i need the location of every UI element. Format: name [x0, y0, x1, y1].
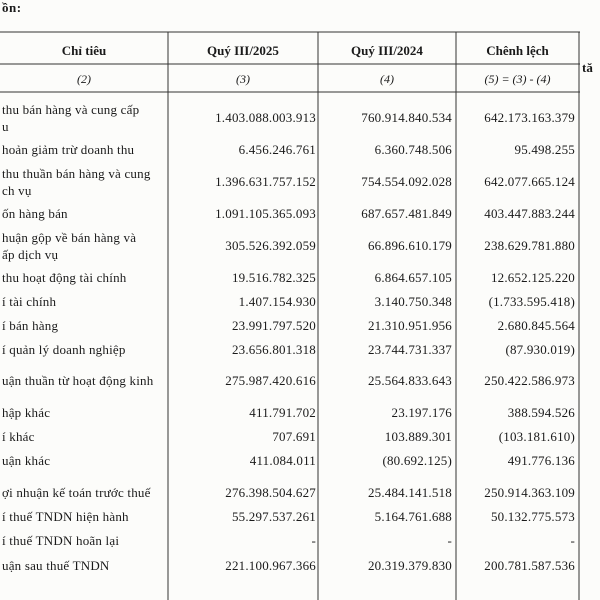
row-label: thu bán hàng và cung cấp u: [2, 102, 140, 134]
value-q3-2024: 6.360.748.506: [374, 142, 452, 157]
value-q3-2025: 23.991.797.520: [231, 318, 316, 333]
value-q3-2025: 6.456.246.761: [238, 142, 316, 157]
value-diff: 200.781.587.536: [484, 558, 575, 573]
row-label: huận gộp về bán hàng và ấp dịch vụ: [2, 230, 137, 262]
value-diff: (87.930.019): [505, 342, 575, 357]
row-label: hoản giảm trừ doanh thu: [2, 142, 135, 157]
value-q3-2024: 25.564.833.643: [367, 373, 452, 388]
value-diff: 491.776.136: [507, 453, 575, 468]
value-diff: (103.181.610): [498, 429, 575, 444]
subheader-col3: (3): [236, 72, 250, 86]
header-chenh-lech: Chênh lệch: [486, 43, 549, 58]
value-diff: 642.077.665.124: [484, 174, 575, 189]
value-diff: 403.447.883.244: [484, 206, 575, 221]
row-label: í thuế TNDN hiện hành: [2, 509, 129, 524]
value-diff: 238.629.781.880: [484, 238, 575, 253]
value-q3-2024: 103.889.301: [384, 429, 452, 444]
value-q3-2024: 20.319.379.830: [367, 558, 452, 573]
value-q3-2024: 5.164.761.688: [374, 509, 452, 524]
row-label: í bán hàng: [2, 318, 59, 333]
table-row: [0, 549, 580, 583]
row-label: í khác: [2, 429, 35, 444]
value-diff: 388.594.526: [507, 405, 575, 420]
value-q3-2025: 275.987.420.616: [225, 373, 316, 388]
value-q3-2025: 1.403.088.003.913: [215, 110, 316, 125]
value-q3-2024: 754.554.092.028: [361, 174, 452, 189]
value-q3-2024: 66.896.610.179: [367, 238, 452, 253]
row-label: í quản lý doanh nghiệp: [2, 342, 126, 357]
row-label: ợi nhuận kế toán trước thuế: [2, 485, 151, 500]
header-chi-tieu: Chỉ tiêu: [61, 43, 107, 58]
value-q3-2024: (80.692.125): [382, 453, 452, 468]
value-q3-2024: -: [447, 533, 452, 548]
subheader-col4: (4): [380, 72, 394, 86]
value-q3-2025: 1.091.105.365.093: [215, 206, 316, 221]
table-row: [0, 133, 580, 167]
row-label: hập khác: [2, 405, 51, 420]
value-q3-2024: 25.484.141.518: [367, 485, 452, 500]
side-column-fragment: tă: [582, 60, 593, 75]
row-label: uận thuần từ hoạt động kinh: [2, 373, 154, 388]
subheader-col5: (5) = (3) - (4): [484, 72, 551, 86]
value-q3-2025: 221.100.967.366: [225, 558, 316, 573]
value-q3-2025: 276.398.504.627: [225, 485, 316, 500]
row-label: uận sau thuế TNDN: [2, 558, 110, 573]
value-q3-2025: 305.526.392.059: [225, 238, 316, 253]
value-diff: -: [570, 533, 575, 548]
row-label: thu hoạt động tài chính: [2, 270, 127, 285]
value-q3-2024: 6.864.657.105: [374, 270, 452, 285]
value-q3-2025: 1.407.154.930: [238, 294, 316, 309]
row-label: ốn hàng bán: [2, 206, 68, 221]
table-row: [0, 333, 580, 367]
value-q3-2025: 1.396.631.757.152: [215, 174, 316, 189]
value-diff: (1.733.595.418): [488, 294, 575, 309]
table-row: [0, 197, 580, 231]
value-diff: 2.680.845.564: [497, 318, 575, 333]
value-diff: 95.498.255: [514, 142, 575, 157]
table-row: [0, 364, 580, 398]
value-q3-2025: 19.516.782.325: [231, 270, 316, 285]
value-diff: 250.422.586.973: [484, 373, 575, 388]
value-diff: 642.173.163.379: [484, 110, 575, 125]
value-q3-2024: 23.744.731.337: [367, 342, 452, 357]
value-diff: 50.132.775.573: [490, 509, 575, 524]
row-label: thu thuần bán hàng và cung ch vụ: [2, 166, 151, 198]
table-row: [0, 165, 580, 199]
value-q3-2025: 55.297.537.261: [231, 509, 316, 524]
value-q3-2025: 23.656.801.318: [231, 342, 316, 357]
value-q3-2025: 411.084.011: [249, 453, 316, 468]
row-label: uận khác: [2, 453, 51, 468]
row-label: í thuế TNDN hoãn lại: [2, 533, 120, 548]
value-q3-2025: 411.791.702: [249, 405, 316, 420]
unit-label: ồn:: [2, 0, 22, 15]
value-diff: 12.652.125.220: [490, 270, 575, 285]
value-diff: 250.914.363.109: [484, 485, 575, 500]
value-q3-2024: 760.914.840.534: [361, 110, 452, 125]
row-label: í tài chính: [2, 294, 57, 309]
header-q3-2024: Quý III/2024: [351, 43, 423, 58]
value-q3-2024: 687.657.481.849: [361, 206, 452, 221]
value-q3-2025: 707.691: [272, 429, 316, 444]
table-row: [0, 444, 580, 478]
value-q3-2025: -: [311, 533, 316, 548]
table-row: [0, 229, 580, 263]
subheader-col2: (2): [77, 72, 91, 86]
table-row: [0, 101, 580, 135]
value-q3-2024: 23.197.176: [391, 405, 452, 420]
value-q3-2024: 21.310.951.956: [367, 318, 452, 333]
header-q3-2025: Quý III/2025: [207, 43, 279, 58]
value-q3-2024: 3.140.750.348: [374, 294, 452, 309]
